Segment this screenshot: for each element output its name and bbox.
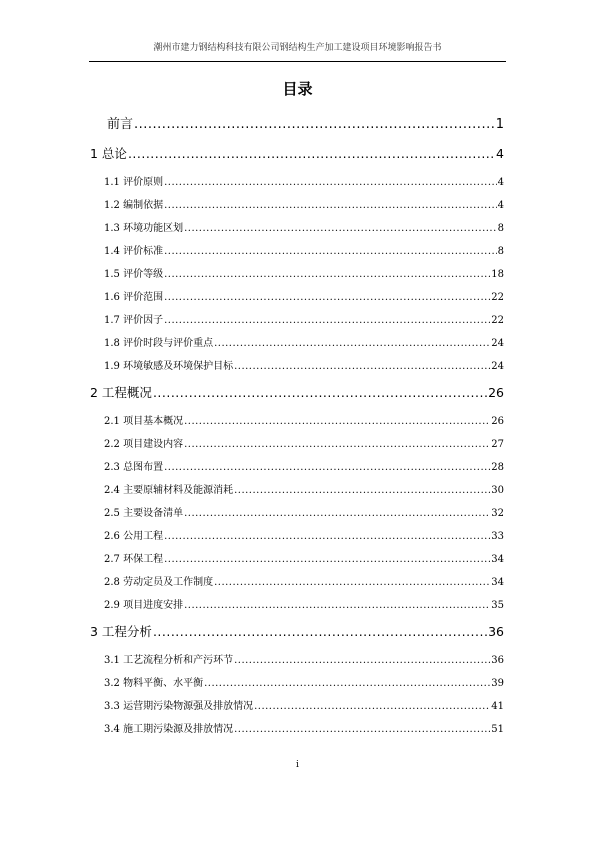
dot-leader [134, 117, 495, 132]
toc-entry-chapter-1[interactable] [90, 144, 504, 162]
dot-leader [214, 577, 490, 588]
toc-entry-label: 2.2 项目建设内容 [104, 439, 184, 450]
toc-entry-page: 24 [491, 361, 504, 372]
toc-entry-page: 36 [488, 624, 504, 639]
toc-entry-page: 8 [497, 223, 504, 234]
toc-entry-label: 2.6 公用工程 [104, 531, 164, 542]
toc-entry-chapter-3[interactable] [90, 622, 504, 640]
dot-leader [254, 701, 490, 712]
dot-leader [164, 531, 490, 542]
toc-entry-1-4[interactable] [104, 242, 504, 257]
toc-entry-label: 1.4 评价标准 [104, 246, 164, 257]
toc-entry-2-8[interactable] [104, 573, 504, 588]
toc-entry-2-9[interactable] [104, 596, 504, 611]
dot-leader [184, 600, 490, 611]
header-divider [89, 61, 506, 62]
toc-entry-1-5[interactable] [104, 265, 504, 280]
toc-entry-2-7[interactable] [104, 550, 504, 565]
toc-entry-label: 2.9 项目进度安排 [104, 600, 184, 611]
toc-entry-label: 2.3 总图布置 [104, 462, 164, 473]
toc-entry-2-3[interactable] [104, 458, 504, 473]
toc-entry-page: 22 [491, 315, 504, 326]
dot-leader [164, 246, 497, 257]
dot-leader [128, 146, 495, 161]
toc-entry-label: 1.8 评价时段与评价重点 [104, 338, 214, 349]
toc-entry-2-2[interactable] [104, 435, 504, 450]
toc-entry-label: 1.3 环境功能区划 [104, 223, 184, 234]
toc-entry-preface[interactable] [107, 113, 504, 132]
dot-leader [164, 177, 497, 188]
toc-entry-page: 39 [491, 678, 504, 689]
toc-entry-3-2[interactable] [104, 674, 504, 689]
dot-leader [234, 485, 490, 496]
dot-leader [184, 439, 490, 450]
toc-entry-label: 1.5 评价等级 [104, 269, 164, 280]
toc-entry-page: 18 [491, 269, 504, 280]
toc-entry-label: 1.6 评价范围 [104, 292, 164, 303]
toc-entry-label: 2.4 主要原辅材料及能源消耗 [104, 485, 234, 496]
toc-entry-label: 3.2 物料平衡、水平衡 [104, 678, 204, 689]
dot-leader [234, 361, 490, 372]
toc-entry-page: 27 [491, 439, 504, 450]
toc-entry-label: 2 工程概况 [90, 385, 152, 400]
toc-entry-1-2[interactable] [104, 196, 504, 211]
toc-entry-label: 1.1 评价原则 [104, 177, 164, 188]
toc-entry-label: 2.5 主要设备清单 [104, 508, 184, 519]
toc-entry-1-3[interactable] [104, 219, 504, 234]
toc-entry-label: 2.7 环保工程 [104, 554, 164, 565]
toc-entry-page: 28 [491, 462, 504, 473]
dot-leader [184, 508, 490, 519]
toc-entry-label: 1 总论 [90, 146, 127, 161]
toc-entry-page: 36 [491, 655, 504, 666]
toc-entry-2-1[interactable] [104, 412, 504, 427]
toc-entry-label: 2.1 项目基本概况 [104, 416, 184, 427]
toc-entry-page: 35 [491, 600, 504, 611]
toc-entry-label: 3 工程分析 [90, 624, 152, 639]
toc-entry-3-1[interactable] [104, 651, 504, 666]
toc-entry-2-4[interactable] [104, 481, 504, 496]
dot-leader [204, 678, 490, 689]
toc-entry-page: 34 [491, 554, 504, 565]
dot-leader [164, 462, 490, 473]
toc-entry-label: 1.2 编制依据 [104, 200, 164, 211]
dot-leader [164, 269, 490, 280]
toc-entry-1-1[interactable] [104, 173, 504, 188]
toc-entry-label: 3.4 施工期污染源及排放情况 [104, 724, 234, 735]
toc-entry-page: 33 [491, 531, 504, 542]
dot-leader [234, 724, 490, 735]
dot-leader [153, 385, 487, 400]
toc-entry-chapter-2[interactable] [90, 383, 504, 401]
toc-entry-page: 4 [496, 146, 504, 161]
dot-leader [164, 200, 497, 211]
dot-leader [164, 292, 490, 303]
toc-entry-page: 1 [495, 117, 504, 132]
toc-entry-page: 4 [497, 200, 504, 211]
toc-entry-page: 34 [491, 577, 504, 588]
dot-leader [184, 223, 497, 234]
toc-entry-page: 22 [491, 292, 504, 303]
toc-entry-page: 41 [491, 701, 504, 712]
toc-entry-label: 2.8 劳动定员及工作制度 [104, 577, 214, 588]
toc-entry-page: 8 [497, 246, 504, 257]
toc-entry-3-4[interactable] [104, 720, 504, 735]
toc-entry-page: 4 [497, 177, 504, 188]
toc-entry-page: 51 [491, 724, 504, 735]
dot-leader [153, 624, 487, 639]
toc-entry-page: 26 [491, 416, 504, 427]
toc-entry-page: 30 [491, 485, 504, 496]
toc-entry-page: 24 [491, 338, 504, 349]
toc-entry-1-7[interactable] [104, 311, 504, 326]
toc-entry-label: 前言 [107, 117, 134, 132]
toc-entry-1-9[interactable] [104, 357, 504, 372]
dot-leader [184, 416, 490, 427]
toc-entry-label: 1.7 评价因子 [104, 315, 164, 326]
toc-entry-3-3[interactable] [104, 697, 504, 712]
page-number: i [296, 760, 299, 770]
dot-leader [164, 315, 490, 326]
toc-entry-1-6[interactable] [104, 288, 504, 303]
dot-leader [214, 338, 490, 349]
dot-leader [234, 655, 490, 666]
dot-leader [164, 554, 490, 565]
toc-entry-label: 1.9 环境敏感及环境保护目标 [104, 361, 234, 372]
running-header: 潮州市建力钢结构科技有限公司钢结构生产加工建设项目环境影响报告书 [153, 43, 442, 53]
toc-entry-page: 26 [488, 385, 504, 400]
toc-entry-2-6[interactable] [104, 527, 504, 542]
toc-entry-label: 3.3 运营期污染物源强及排放情况 [104, 701, 254, 712]
toc-entry-2-5[interactable] [104, 504, 504, 519]
toc-title: 目录 [282, 80, 313, 98]
toc-entry-1-8[interactable] [104, 334, 504, 349]
toc-entry-label: 3.1 工艺流程分析和产污环节 [104, 655, 234, 666]
toc-entry-page: 32 [491, 508, 504, 519]
